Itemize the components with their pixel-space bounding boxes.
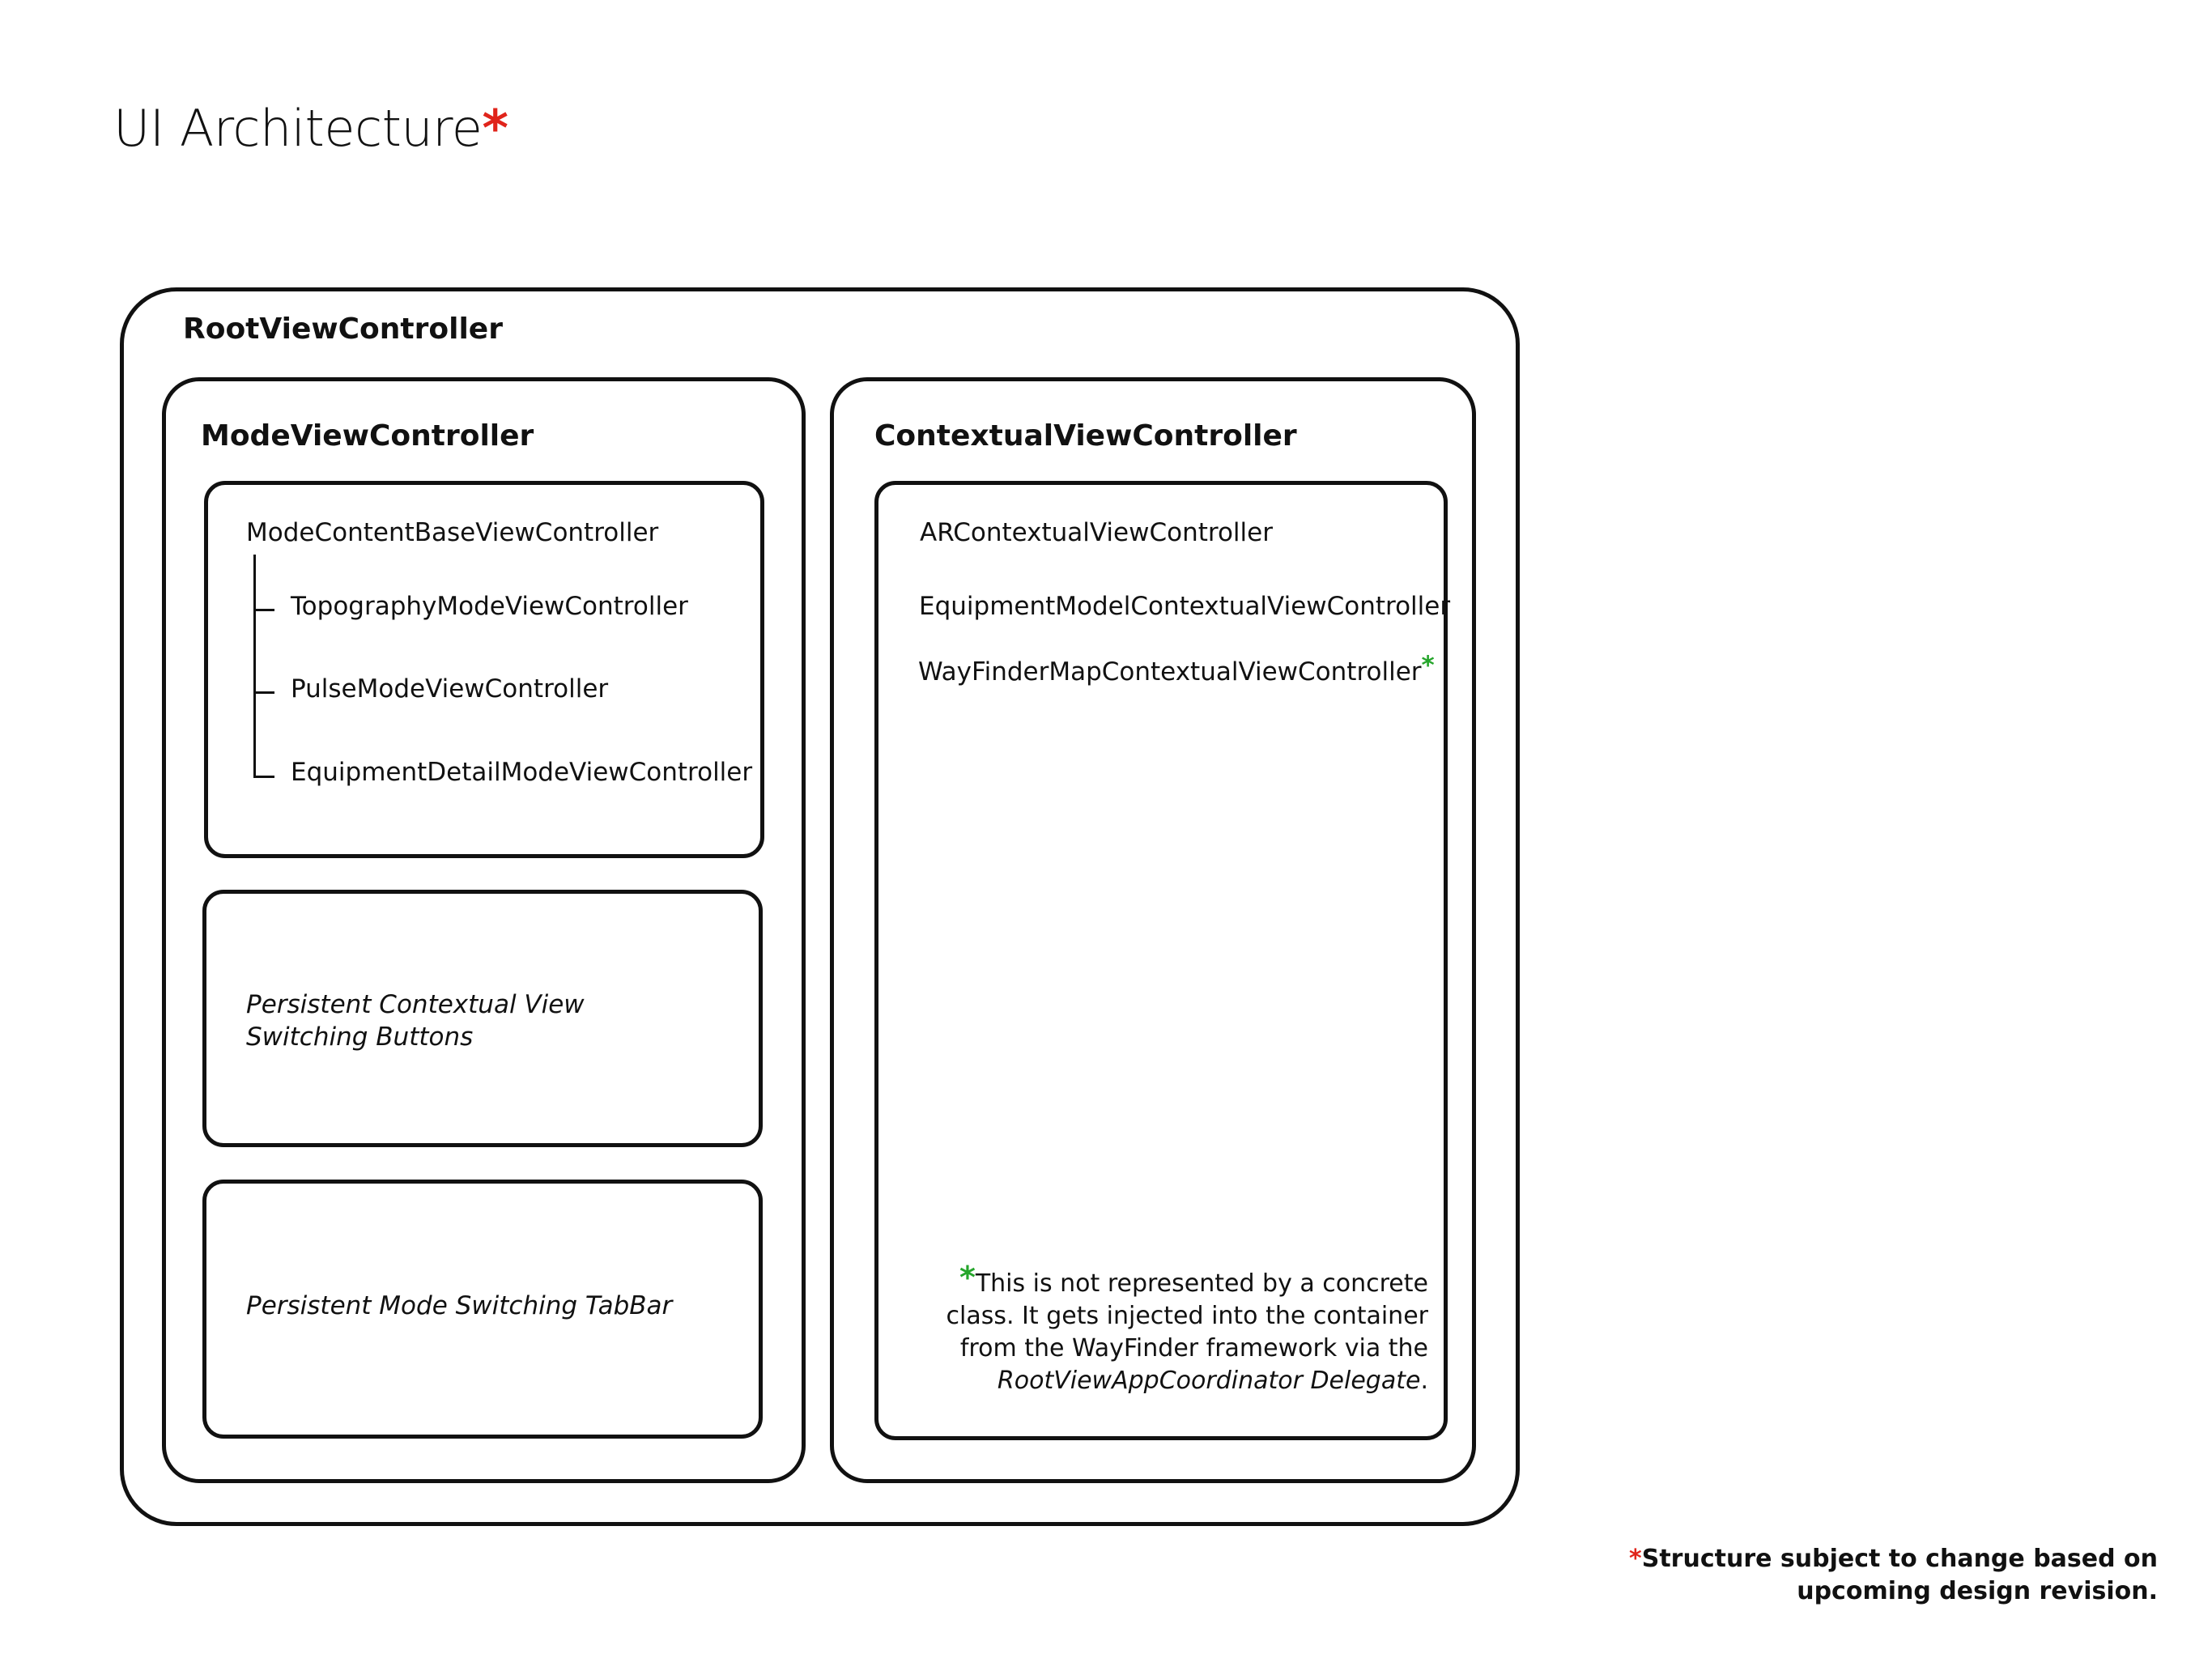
footer-asterisk: * bbox=[1629, 1545, 1642, 1573]
footer-note-line1-text: Structure subject to change based on bbox=[1641, 1545, 2158, 1573]
equipment-detail-mode-vc-label: EquipmentDetailModeViewController bbox=[291, 758, 753, 787]
mode-content-base-label: ModeContentBaseViewController bbox=[246, 518, 659, 547]
wayfinder-note-line2: class. It gets injected into the container bbox=[946, 1302, 1428, 1330]
wayfinder-map-contextual-vc-text: WayFinderMapContextualViewController bbox=[918, 657, 1422, 687]
title-asterisk: * bbox=[482, 99, 508, 158]
wayfinder-map-contextual-vc-label bbox=[918, 651, 1435, 687]
wayfinder-note-line3: from the WayFinder framework via the bbox=[959, 1334, 1428, 1363]
wayfinder-note-period: . bbox=[1420, 1367, 1428, 1395]
contextual-switching-buttons-line1: Persistent Contextual View bbox=[246, 990, 585, 1019]
contextual-switching-buttons-label bbox=[246, 988, 585, 1053]
wayfinder-note-line1-text: This is not represented by a concrete bbox=[975, 1269, 1428, 1298]
mode-view-controller-label: ModeViewController bbox=[201, 419, 534, 453]
ar-contextual-vc-label: ARContextualViewController bbox=[920, 518, 1273, 547]
tree-connector-branch-2 bbox=[253, 691, 274, 694]
wayfinder-note bbox=[926, 1260, 1428, 1397]
page-title-text: UI Architecture bbox=[113, 99, 483, 158]
root-view-controller-label: RootViewController bbox=[183, 312, 503, 346]
footer-note bbox=[1591, 1543, 2158, 1608]
tree-connector-branch-3 bbox=[253, 776, 274, 778]
equipment-model-contextual-vc-label: EquipmentModelContextualViewController bbox=[919, 592, 1451, 621]
wayfinder-note-line1 bbox=[926, 1260, 1428, 1300]
topography-mode-vc-label: TopographyModeViewController bbox=[291, 592, 688, 621]
mode-switching-tabbar-label: Persistent Mode Switching TabBar bbox=[246, 1291, 673, 1320]
wayfinder-note-delegate: RootViewAppCoordinator Delegate bbox=[997, 1367, 1421, 1395]
pulse-mode-vc-label: PulseModeViewController bbox=[291, 674, 609, 704]
footer-note-line1 bbox=[1591, 1543, 2158, 1575]
contextual-view-controller-label: ContextualViewController bbox=[874, 419, 1297, 453]
contextual-switching-buttons-line2: Switching Buttons bbox=[246, 1022, 474, 1052]
wayfinder-asterisk: * bbox=[1421, 651, 1435, 680]
tree-connector-vertical bbox=[253, 555, 256, 777]
page-title bbox=[113, 99, 508, 159]
wayfinder-note-line4 bbox=[926, 1365, 1428, 1397]
footer-note-line2: upcoming design revision. bbox=[1797, 1577, 2158, 1605]
wayfinder-note-asterisk: * bbox=[959, 1260, 976, 1295]
tree-connector-branch-1 bbox=[253, 609, 274, 611]
